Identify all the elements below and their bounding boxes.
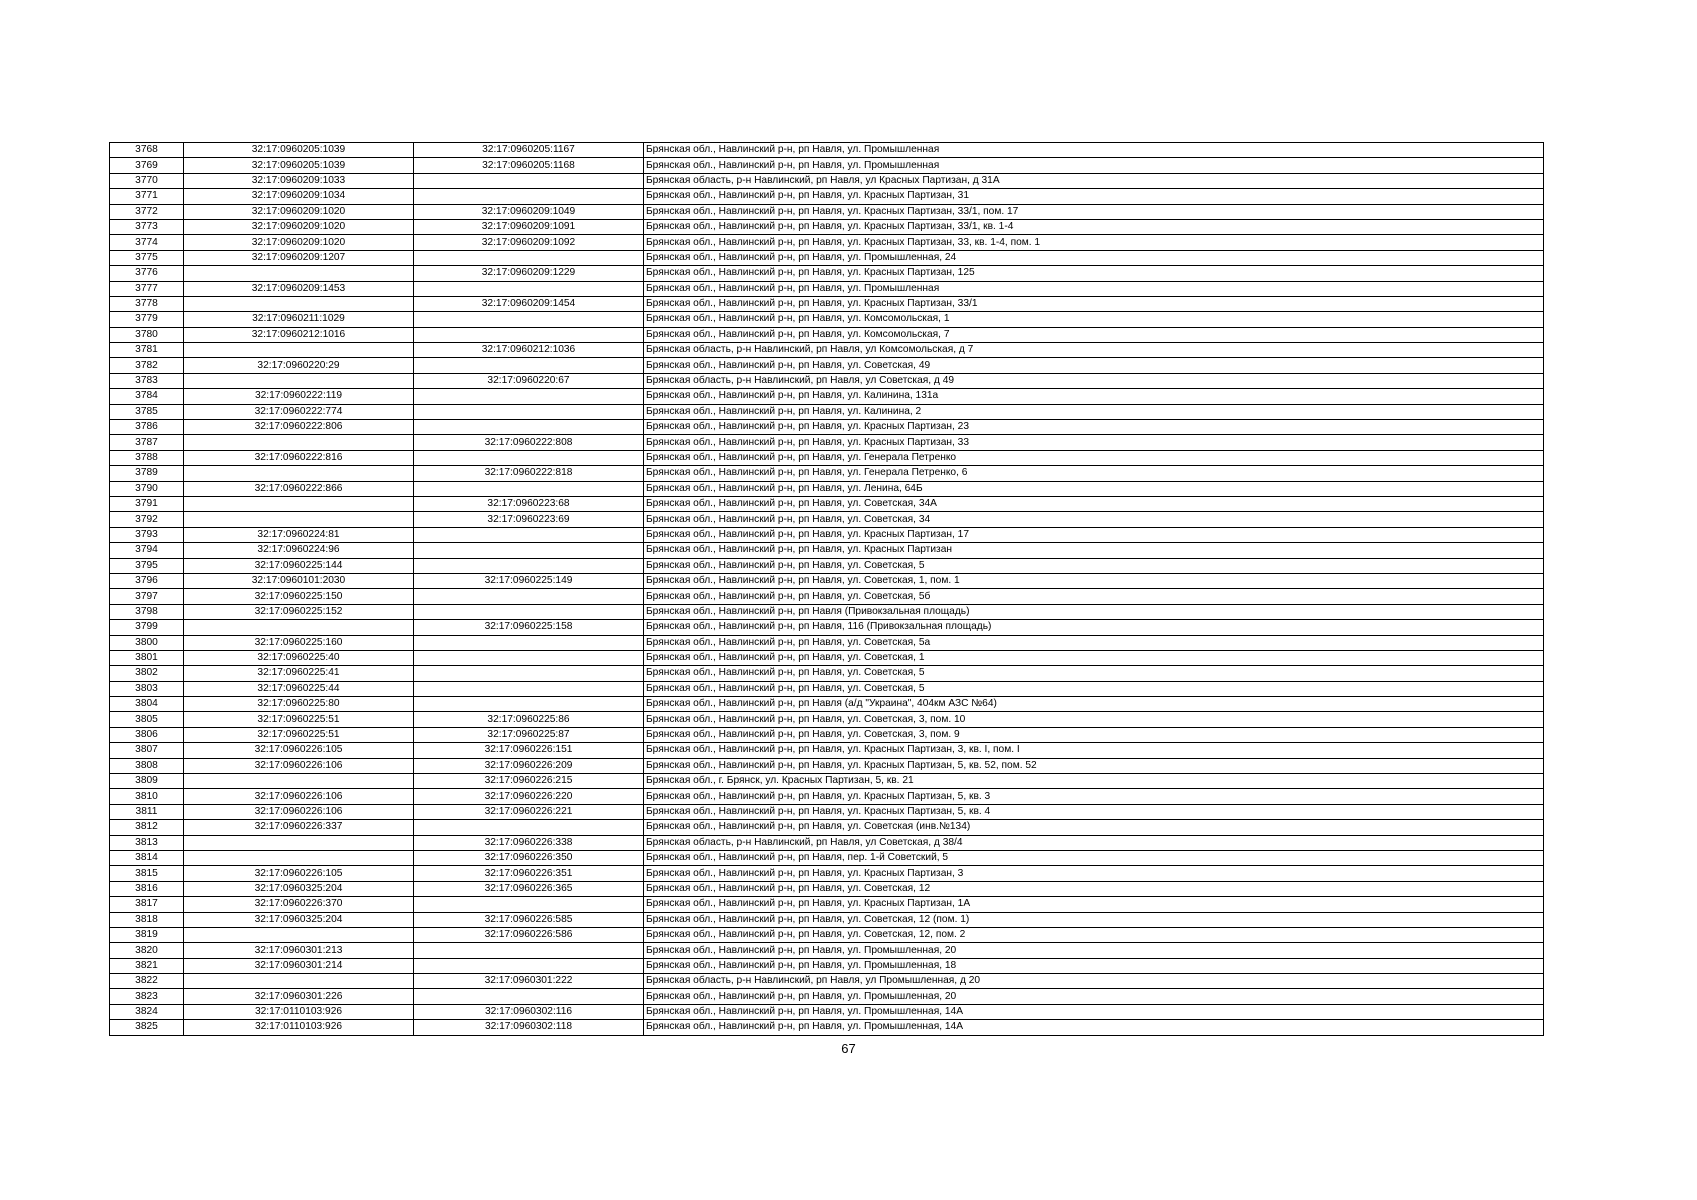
table-row xyxy=(110,373,1544,388)
address-cell: Брянская обл., Навлинский р-н, рп Навля, ул. Советская, 34 xyxy=(644,512,1544,527)
object-cadastral-number-cell: 32:17:0960226:365 xyxy=(414,881,644,896)
object-cadastral-number-cell: 32:17:0960220:67 xyxy=(414,373,644,388)
parcel-cadastral-number-cell: 32:17:0960225:152 xyxy=(184,604,414,619)
row-number-cell: 3821 xyxy=(110,958,184,973)
row-number-cell: 3773 xyxy=(110,219,184,234)
address-cell: Брянская обл., Навлинский р-н, рп Навля, ул. Красных Партизан, 3, кв. I, пом. I xyxy=(644,743,1544,758)
object-cadastral-number-cell: 32:17:0960209:1092 xyxy=(414,235,644,250)
parcel-cadastral-number-cell: 32:17:0960225:51 xyxy=(184,727,414,742)
object-cadastral-number-cell xyxy=(414,173,644,188)
table-row xyxy=(110,558,1544,573)
parcel-cadastral-number-cell: 32:17:0960212:1016 xyxy=(184,327,414,342)
object-cadastral-number-cell: 32:17:0960212:1036 xyxy=(414,343,644,358)
address-cell: Брянская обл., Навлинский р-н, рп Навля, ул. Красных Партизан, 5, кв. 4 xyxy=(644,804,1544,819)
address-cell: Брянская обл., Навлинский р-н, рп Навля (Привокзальная площадь) xyxy=(644,604,1544,619)
address-cell: Брянская обл., Навлинский р-н, рп Навля, ул. Комсомольская, 1 xyxy=(644,312,1544,327)
row-number-cell: 3817 xyxy=(110,897,184,912)
parcel-cadastral-number-cell: 32:17:0960225:40 xyxy=(184,650,414,665)
address-cell: Брянская область, р-н Навлинский, рп Навля, ул Промышленная, д 20 xyxy=(644,974,1544,989)
address-cell: Брянская обл., Навлинский р-н, рп Навля, ул. Советская, 5 xyxy=(644,558,1544,573)
table-row xyxy=(110,943,1544,958)
row-number-cell: 3811 xyxy=(110,804,184,819)
parcel-cadastral-number-cell: 32:17:0110103:926 xyxy=(184,1004,414,1019)
parcel-cadastral-number-cell: 32:17:0960301:226 xyxy=(184,989,414,1004)
object-cadastral-number-cell xyxy=(414,404,644,419)
row-number-cell: 3771 xyxy=(110,189,184,204)
table-row xyxy=(110,927,1544,942)
table-row xyxy=(110,327,1544,342)
row-number-cell: 3788 xyxy=(110,450,184,465)
row-number-cell: 3798 xyxy=(110,604,184,619)
row-number-cell: 3824 xyxy=(110,1004,184,1019)
address-cell: Брянская область, р-н Навлинский, рп Навля, ул Красных Партизан, д 31А xyxy=(644,173,1544,188)
row-number-cell: 3815 xyxy=(110,866,184,881)
parcel-cadastral-number-cell xyxy=(184,466,414,481)
row-number-cell: 3793 xyxy=(110,527,184,542)
table-row xyxy=(110,389,1544,404)
address-cell: Брянская обл., Навлинский р-н, рп Навля, ул. Промышленная, 18 xyxy=(644,958,1544,973)
parcel-cadastral-number-cell: 32:17:0960224:96 xyxy=(184,543,414,558)
parcel-cadastral-number-cell xyxy=(184,620,414,635)
parcel-cadastral-number-cell: 32:17:0960325:204 xyxy=(184,912,414,927)
object-cadastral-number-cell xyxy=(414,450,644,465)
parcel-cadastral-number-cell: 32:17:0960224:81 xyxy=(184,527,414,542)
parcel-cadastral-number-cell: 32:17:0960222:119 xyxy=(184,389,414,404)
parcel-cadastral-number-cell: 32:17:0960225:44 xyxy=(184,681,414,696)
row-number-cell: 3800 xyxy=(110,635,184,650)
row-number-cell: 3813 xyxy=(110,835,184,850)
row-number-cell: 3803 xyxy=(110,681,184,696)
table-row xyxy=(110,820,1544,835)
row-number-cell: 3780 xyxy=(110,327,184,342)
address-cell: Брянская область, р-н Навлинский, рп Навля, ул Советская, д 38/4 xyxy=(644,835,1544,850)
parcel-cadastral-number-cell xyxy=(184,343,414,358)
parcel-cadastral-number-cell xyxy=(184,512,414,527)
parcel-cadastral-number-cell: 32:17:0960226:105 xyxy=(184,866,414,881)
address-cell: Брянская обл., Навлинский р-н, рп Навля, ул. Промышленная, 14А xyxy=(644,1020,1544,1035)
table-row xyxy=(110,850,1544,865)
row-number-cell: 3792 xyxy=(110,512,184,527)
table-row xyxy=(110,512,1544,527)
row-number-cell: 3779 xyxy=(110,312,184,327)
address-cell: Брянская обл., Навлинский р-н, рп Навля, ул. Советская, 1 xyxy=(644,650,1544,665)
object-cadastral-number-cell: 32:17:0960222:808 xyxy=(414,435,644,450)
table-row xyxy=(110,835,1544,850)
table-row xyxy=(110,573,1544,588)
table-row xyxy=(110,420,1544,435)
table-row xyxy=(110,466,1544,481)
object-cadastral-number-cell: 32:17:0960209:1091 xyxy=(414,219,644,234)
row-number-cell: 3795 xyxy=(110,558,184,573)
address-cell: Брянская обл., Навлинский р-н, рп Навля, ул. Промышленная xyxy=(644,158,1544,173)
address-cell: Брянская обл., Навлинский р-н, рп Навля, ул. Советская (инв.№134) xyxy=(644,820,1544,835)
row-number-cell: 3791 xyxy=(110,496,184,511)
parcel-cadastral-number-cell: 32:17:0960209:1020 xyxy=(184,219,414,234)
table-row xyxy=(110,604,1544,619)
parcel-cadastral-number-cell: 32:17:0960222:816 xyxy=(184,450,414,465)
address-cell: Брянская обл., Навлинский р-н, рп Навля, ул. Генерала Петренко xyxy=(644,450,1544,465)
address-cell: Брянская обл., Навлинский р-н, рп Навля, ул. Советская, 12 (пом. 1) xyxy=(644,912,1544,927)
parcel-cadastral-number-cell: 32:17:0960226:106 xyxy=(184,789,414,804)
row-number-cell: 3796 xyxy=(110,573,184,588)
parcel-cadastral-number-cell: 32:17:0110103:926 xyxy=(184,1020,414,1035)
address-cell: Брянская обл., Навлинский р-н, рп Навля, ул. Калинина, 2 xyxy=(644,404,1544,419)
parcel-cadastral-number-cell: 32:17:0960225:144 xyxy=(184,558,414,573)
parcel-cadastral-number-cell: 32:17:0960226:105 xyxy=(184,743,414,758)
parcel-cadastral-number-cell: 32:17:0960226:106 xyxy=(184,804,414,819)
table-row xyxy=(110,543,1544,558)
row-number-cell: 3808 xyxy=(110,758,184,773)
address-cell: Брянская обл., Навлинский р-н, рп Навля, ул. Ленина, 64Б xyxy=(644,481,1544,496)
object-cadastral-number-cell: 32:17:0960209:1049 xyxy=(414,204,644,219)
address-cell: Брянская обл., Навлинский р-н, рп Навля, ул. Красных Партизан, 33/1, пом. 17 xyxy=(644,204,1544,219)
object-cadastral-number-cell: 32:17:0960226:338 xyxy=(414,835,644,850)
address-cell: Брянская обл., Навлинский р-н, рп Навля, ул. Советская, 5 xyxy=(644,681,1544,696)
row-number-cell: 3794 xyxy=(110,543,184,558)
table-row xyxy=(110,758,1544,773)
row-number-cell: 3786 xyxy=(110,420,184,435)
table-row xyxy=(110,435,1544,450)
address-cell: Брянская область, р-н Навлинский, рп Навля, ул Советская, д 49 xyxy=(644,373,1544,388)
object-cadastral-number-cell xyxy=(414,697,644,712)
row-number-cell: 3819 xyxy=(110,927,184,942)
table-row xyxy=(110,804,1544,819)
table-row xyxy=(110,219,1544,234)
parcel-cadastral-number-cell xyxy=(184,435,414,450)
object-cadastral-number-cell: 32:17:0960205:1168 xyxy=(414,158,644,173)
row-number-cell: 3781 xyxy=(110,343,184,358)
object-cadastral-number-cell xyxy=(414,358,644,373)
address-cell: Брянская обл., Навлинский р-н, рп Навля, ул. Красных Партизан, 33 xyxy=(644,435,1544,450)
row-number-cell: 3804 xyxy=(110,697,184,712)
object-cadastral-number-cell xyxy=(414,604,644,619)
parcel-cadastral-number-cell xyxy=(184,774,414,789)
table-row xyxy=(110,881,1544,896)
parcel-cadastral-number-cell: 32:17:0960226:106 xyxy=(184,758,414,773)
address-cell: Брянская обл., Навлинский р-н, рп Навля, ул. Промышленная, 20 xyxy=(644,943,1544,958)
table-row xyxy=(110,912,1544,927)
object-cadastral-number-cell xyxy=(414,589,644,604)
table-row xyxy=(110,358,1544,373)
address-cell: Брянская обл., Навлинский р-н, рп Навля, ул. Генерала Петренко, 6 xyxy=(644,466,1544,481)
object-cadastral-number-cell: 32:17:0960225:86 xyxy=(414,712,644,727)
table-row xyxy=(110,450,1544,465)
object-cadastral-number-cell: 32:17:0960223:69 xyxy=(414,512,644,527)
parcel-cadastral-number-cell: 32:17:0960301:213 xyxy=(184,943,414,958)
table-row xyxy=(110,266,1544,281)
table-row xyxy=(110,958,1544,973)
object-cadastral-number-cell: 32:17:0960226:586 xyxy=(414,927,644,942)
parcel-cadastral-number-cell: 32:17:0960301:214 xyxy=(184,958,414,973)
object-cadastral-number-cell: 32:17:0960225:87 xyxy=(414,727,644,742)
table-row xyxy=(110,974,1544,989)
table-row xyxy=(110,897,1544,912)
table-row xyxy=(110,589,1544,604)
object-cadastral-number-cell xyxy=(414,635,644,650)
object-cadastral-number-cell: 32:17:0960226:221 xyxy=(414,804,644,819)
address-cell: Брянская обл., Навлинский р-н, рп Навля, ул. Красных Партизан, 17 xyxy=(644,527,1544,542)
parcel-cadastral-number-cell: 32:17:0960222:866 xyxy=(184,481,414,496)
object-cadastral-number-cell xyxy=(414,650,644,665)
parcel-cadastral-number-cell: 32:17:0960209:1034 xyxy=(184,189,414,204)
object-cadastral-number-cell: 32:17:0960226:585 xyxy=(414,912,644,927)
parcel-cadastral-number-cell: 32:17:0960222:774 xyxy=(184,404,414,419)
row-number-cell: 3810 xyxy=(110,789,184,804)
table-row xyxy=(110,743,1544,758)
address-cell: Брянская обл., Навлинский р-н, рп Навля, ул. Комсомольская, 7 xyxy=(644,327,1544,342)
row-number-cell: 3802 xyxy=(110,666,184,681)
address-cell: Брянская обл., Навлинский р-н, рп Навля, ул. Советская, 3, пом. 9 xyxy=(644,727,1544,742)
object-cadastral-number-cell xyxy=(414,527,644,542)
object-cadastral-number-cell: 32:17:0960301:222 xyxy=(414,974,644,989)
address-cell: Брянская обл., Навлинский р-н, рп Навля, ул. Красных Партизан, 5, кв. 52, пом. 52 xyxy=(644,758,1544,773)
parcel-cadastral-number-cell: 32:17:0960225:80 xyxy=(184,697,414,712)
address-cell: Брянская обл., г. Брянск, ул. Красных Партизан, 5, кв. 21 xyxy=(644,774,1544,789)
address-cell: Брянская обл., Навлинский р-н, рп Навля, ул. Советская, 12, пом. 2 xyxy=(644,927,1544,942)
address-cell: Брянская обл., Навлинский р-н, рп Навля, ул. Советская, 5 xyxy=(644,666,1544,681)
table-row xyxy=(110,189,1544,204)
parcel-cadastral-number-cell xyxy=(184,496,414,511)
object-cadastral-number-cell xyxy=(414,820,644,835)
parcel-cadastral-number-cell: 32:17:0960209:1207 xyxy=(184,250,414,265)
table-row xyxy=(110,143,1544,158)
object-cadastral-number-cell: 32:17:0960205:1167 xyxy=(414,143,644,158)
parcel-cadastral-number-cell: 32:17:0960225:160 xyxy=(184,635,414,650)
address-cell: Брянская обл., Навлинский р-н, рп Навля, ул. Красных Партизан, 31 xyxy=(644,189,1544,204)
address-cell: Брянская обл., Навлинский р-н, рп Навля, ул. Красных Партизан, 125 xyxy=(644,266,1544,281)
parcel-cadastral-number-cell: 32:17:0960211:1029 xyxy=(184,312,414,327)
address-cell: Брянская обл., Навлинский р-н, рп Навля, ул. Промышленная, 24 xyxy=(644,250,1544,265)
table-row xyxy=(110,296,1544,311)
table-row xyxy=(110,235,1544,250)
object-cadastral-number-cell: 32:17:0960223:68 xyxy=(414,496,644,511)
row-number-cell: 3777 xyxy=(110,281,184,296)
address-cell: Брянская область, р-н Навлинский, рп Навля, ул Комсомольская, д 7 xyxy=(644,343,1544,358)
object-cadastral-number-cell xyxy=(414,189,644,204)
row-number-cell: 3799 xyxy=(110,620,184,635)
address-cell: Брянская обл., Навлинский р-н, рп Навля, ул. Красных Партизан, 5, кв. 3 xyxy=(644,789,1544,804)
object-cadastral-number-cell xyxy=(414,681,644,696)
row-number-cell: 3770 xyxy=(110,173,184,188)
object-cadastral-number-cell: 32:17:0960226:350 xyxy=(414,850,644,865)
parcel-cadastral-number-cell: 32:17:0960226:337 xyxy=(184,820,414,835)
address-cell: Брянская обл., Навлинский р-н, рп Навля, ул. Советская, 12 xyxy=(644,881,1544,896)
table-body xyxy=(110,143,1544,1036)
table-row xyxy=(110,712,1544,727)
address-cell: Брянская обл., Навлинский р-н, рп Навля, ул. Красных Партизан, 33/1, кв. 1-4 xyxy=(644,219,1544,234)
parcel-cadastral-number-cell: 32:17:0960205:1039 xyxy=(184,158,414,173)
object-cadastral-number-cell xyxy=(414,897,644,912)
object-cadastral-number-cell: 32:17:0960226:351 xyxy=(414,866,644,881)
parcel-cadastral-number-cell: 32:17:0960225:150 xyxy=(184,589,414,604)
row-number-cell: 3785 xyxy=(110,404,184,419)
object-cadastral-number-cell xyxy=(414,389,644,404)
row-number-cell: 3816 xyxy=(110,881,184,896)
parcel-cadastral-number-cell xyxy=(184,974,414,989)
table-row xyxy=(110,727,1544,742)
table-row xyxy=(110,158,1544,173)
table-row xyxy=(110,173,1544,188)
parcel-cadastral-number-cell: 32:17:0960225:41 xyxy=(184,666,414,681)
object-cadastral-number-cell: 32:17:0960209:1229 xyxy=(414,266,644,281)
table-row xyxy=(110,697,1544,712)
object-cadastral-number-cell: 32:17:0960225:149 xyxy=(414,573,644,588)
parcel-cadastral-number-cell: 32:17:0960205:1039 xyxy=(184,143,414,158)
row-number-cell: 3812 xyxy=(110,820,184,835)
parcel-cadastral-number-cell: 32:17:0960209:1033 xyxy=(184,173,414,188)
parcel-cadastral-number-cell: 32:17:0960220:29 xyxy=(184,358,414,373)
table-row xyxy=(110,620,1544,635)
table-row xyxy=(110,281,1544,296)
table-row xyxy=(110,343,1544,358)
parcel-cadastral-number-cell: 32:17:0960209:1453 xyxy=(184,281,414,296)
row-number-cell: 3775 xyxy=(110,250,184,265)
address-cell: Брянская обл., Навлинский р-н, рп Навля, ул. Красных Партизан xyxy=(644,543,1544,558)
parcel-cadastral-number-cell xyxy=(184,927,414,942)
object-cadastral-number-cell xyxy=(414,958,644,973)
object-cadastral-number-cell xyxy=(414,558,644,573)
row-number-cell: 3782 xyxy=(110,358,184,373)
parcel-cadastral-number-cell xyxy=(184,850,414,865)
object-cadastral-number-cell: 32:17:0960226:151 xyxy=(414,743,644,758)
table-row xyxy=(110,774,1544,789)
object-cadastral-number-cell xyxy=(414,543,644,558)
address-cell: Брянская обл., Навлинский р-н, рп Навля, ул. Красных Партизан, 1А xyxy=(644,897,1544,912)
address-cell: Брянская обл., Навлинский р-н, рп Навля, ул. Красных Партизан, 33/1 xyxy=(644,296,1544,311)
parcel-cadastral-number-cell: 32:17:0960209:1020 xyxy=(184,235,414,250)
address-cell: Брянская обл., Навлинский р-н, рп Навля, ул. Промышленная, 20 xyxy=(644,989,1544,1004)
parcel-cadastral-number-cell xyxy=(184,835,414,850)
row-number-cell: 3790 xyxy=(110,481,184,496)
object-cadastral-number-cell: 32:17:0960226:209 xyxy=(414,758,644,773)
table-row xyxy=(110,481,1544,496)
address-cell: Брянская обл., Навлинский р-н, рп Навля, ул. Красных Партизан, 33, кв. 1-4, пом. 1 xyxy=(644,235,1544,250)
address-cell: Брянская обл., Навлинский р-н, рп Навля, ул. Красных Партизан, 3 xyxy=(644,866,1544,881)
row-number-cell: 3822 xyxy=(110,974,184,989)
table-row xyxy=(110,404,1544,419)
table-row xyxy=(110,650,1544,665)
table-row xyxy=(110,635,1544,650)
parcel-cadastral-number-cell: 32:17:0960325:204 xyxy=(184,881,414,896)
table-row xyxy=(110,789,1544,804)
row-number-cell: 3787 xyxy=(110,435,184,450)
row-number-cell: 3809 xyxy=(110,774,184,789)
object-cadastral-number-cell xyxy=(414,943,644,958)
object-cadastral-number-cell: 32:17:0960226:215 xyxy=(414,774,644,789)
address-cell: Брянская обл., Навлинский р-н, рп Навля, пер. 1-й Советский, 5 xyxy=(644,850,1544,865)
row-number-cell: 3783 xyxy=(110,373,184,388)
parcel-cadastral-number-cell: 32:17:0960226:370 xyxy=(184,897,414,912)
parcel-cadastral-number-cell xyxy=(184,296,414,311)
row-number-cell: 3768 xyxy=(110,143,184,158)
table-row xyxy=(110,666,1544,681)
table-row xyxy=(110,1004,1544,1019)
address-cell: Брянская обл., Навлинский р-н, рп Навля, 116 (Привокзальная площадь) xyxy=(644,620,1544,635)
table-row xyxy=(110,866,1544,881)
object-cadastral-number-cell: 32:17:0960222:818 xyxy=(414,466,644,481)
row-number-cell: 3801 xyxy=(110,650,184,665)
object-cadastral-number-cell: 32:17:0960209:1454 xyxy=(414,296,644,311)
object-cadastral-number-cell xyxy=(414,989,644,1004)
table-row xyxy=(110,496,1544,511)
row-number-cell: 3789 xyxy=(110,466,184,481)
parcel-cadastral-number-cell: 32:17:0960225:51 xyxy=(184,712,414,727)
table-row xyxy=(110,1020,1544,1035)
object-cadastral-number-cell xyxy=(414,666,644,681)
object-cadastral-number-cell xyxy=(414,481,644,496)
address-cell: Брянская обл., Навлинский р-н, рп Навля, ул. Калинина, 131а xyxy=(644,389,1544,404)
address-cell: Брянская обл., Навлинский р-н, рп Навля, ул. Промышленная xyxy=(644,143,1544,158)
address-cell: Брянская обл., Навлинский р-н, рп Навля (а/д "Украина", 404км АЗС №64) xyxy=(644,697,1544,712)
table-row xyxy=(110,312,1544,327)
row-number-cell: 3820 xyxy=(110,943,184,958)
page-number: 67 xyxy=(841,1041,856,1056)
parcel-cadastral-number-cell: 32:17:0960101:2030 xyxy=(184,573,414,588)
row-number-cell: 3818 xyxy=(110,912,184,927)
address-cell: Брянская обл., Навлинский р-н, рп Навля, ул. Советская, 49 xyxy=(644,358,1544,373)
table-row xyxy=(110,527,1544,542)
address-cell: Брянская обл., Навлинский р-н, рп Навля, ул. Красных Партизан, 23 xyxy=(644,420,1544,435)
row-number-cell: 3784 xyxy=(110,389,184,404)
address-cell: Брянская обл., Навлинский р-н, рп Навля, ул. Советская, 3, пом. 10 xyxy=(644,712,1544,727)
parcel-cadastral-number-cell: 32:17:0960222:806 xyxy=(184,420,414,435)
table-row xyxy=(110,681,1544,696)
row-number-cell: 3776 xyxy=(110,266,184,281)
row-number-cell: 3778 xyxy=(110,296,184,311)
address-cell: Брянская обл., Навлинский р-н, рп Навля, ул. Советская, 1, пом. 1 xyxy=(644,573,1544,588)
object-cadastral-number-cell: 32:17:0960302:118 xyxy=(414,1020,644,1035)
row-number-cell: 3806 xyxy=(110,727,184,742)
address-cell: Брянская обл., Навлинский р-н, рп Навля, ул. Промышленная xyxy=(644,281,1544,296)
table-row xyxy=(110,989,1544,1004)
row-number-cell: 3805 xyxy=(110,712,184,727)
address-cell: Брянская обл., Навлинский р-н, рп Навля, ул. Промышленная, 14А xyxy=(644,1004,1544,1019)
row-number-cell: 3823 xyxy=(110,989,184,1004)
table-row xyxy=(110,204,1544,219)
property-registry-table xyxy=(109,142,1544,1036)
object-cadastral-number-cell xyxy=(414,420,644,435)
object-cadastral-number-cell xyxy=(414,327,644,342)
address-cell: Брянская обл., Навлинский р-н, рп Навля, ул. Советская, 5а xyxy=(644,635,1544,650)
row-number-cell: 3814 xyxy=(110,850,184,865)
parcel-cadastral-number-cell: 32:17:0960209:1020 xyxy=(184,204,414,219)
table-row xyxy=(110,250,1544,265)
object-cadastral-number-cell xyxy=(414,250,644,265)
parcel-cadastral-number-cell xyxy=(184,373,414,388)
address-cell: Брянская обл., Навлинский р-н, рп Навля, ул. Советская, 34А xyxy=(644,496,1544,511)
object-cadastral-number-cell: 32:17:0960225:158 xyxy=(414,620,644,635)
address-cell: Брянская обл., Навлинский р-н, рп Навля, ул. Советская, 5б xyxy=(644,589,1544,604)
row-number-cell: 3807 xyxy=(110,743,184,758)
object-cadastral-number-cell: 32:17:0960226:220 xyxy=(414,789,644,804)
parcel-cadastral-number-cell xyxy=(184,266,414,281)
row-number-cell: 3772 xyxy=(110,204,184,219)
object-cadastral-number-cell: 32:17:0960302:116 xyxy=(414,1004,644,1019)
object-cadastral-number-cell xyxy=(414,281,644,296)
object-cadastral-number-cell xyxy=(414,312,644,327)
row-number-cell: 3797 xyxy=(110,589,184,604)
row-number-cell: 3825 xyxy=(110,1020,184,1035)
row-number-cell: 3774 xyxy=(110,235,184,250)
row-number-cell: 3769 xyxy=(110,158,184,173)
